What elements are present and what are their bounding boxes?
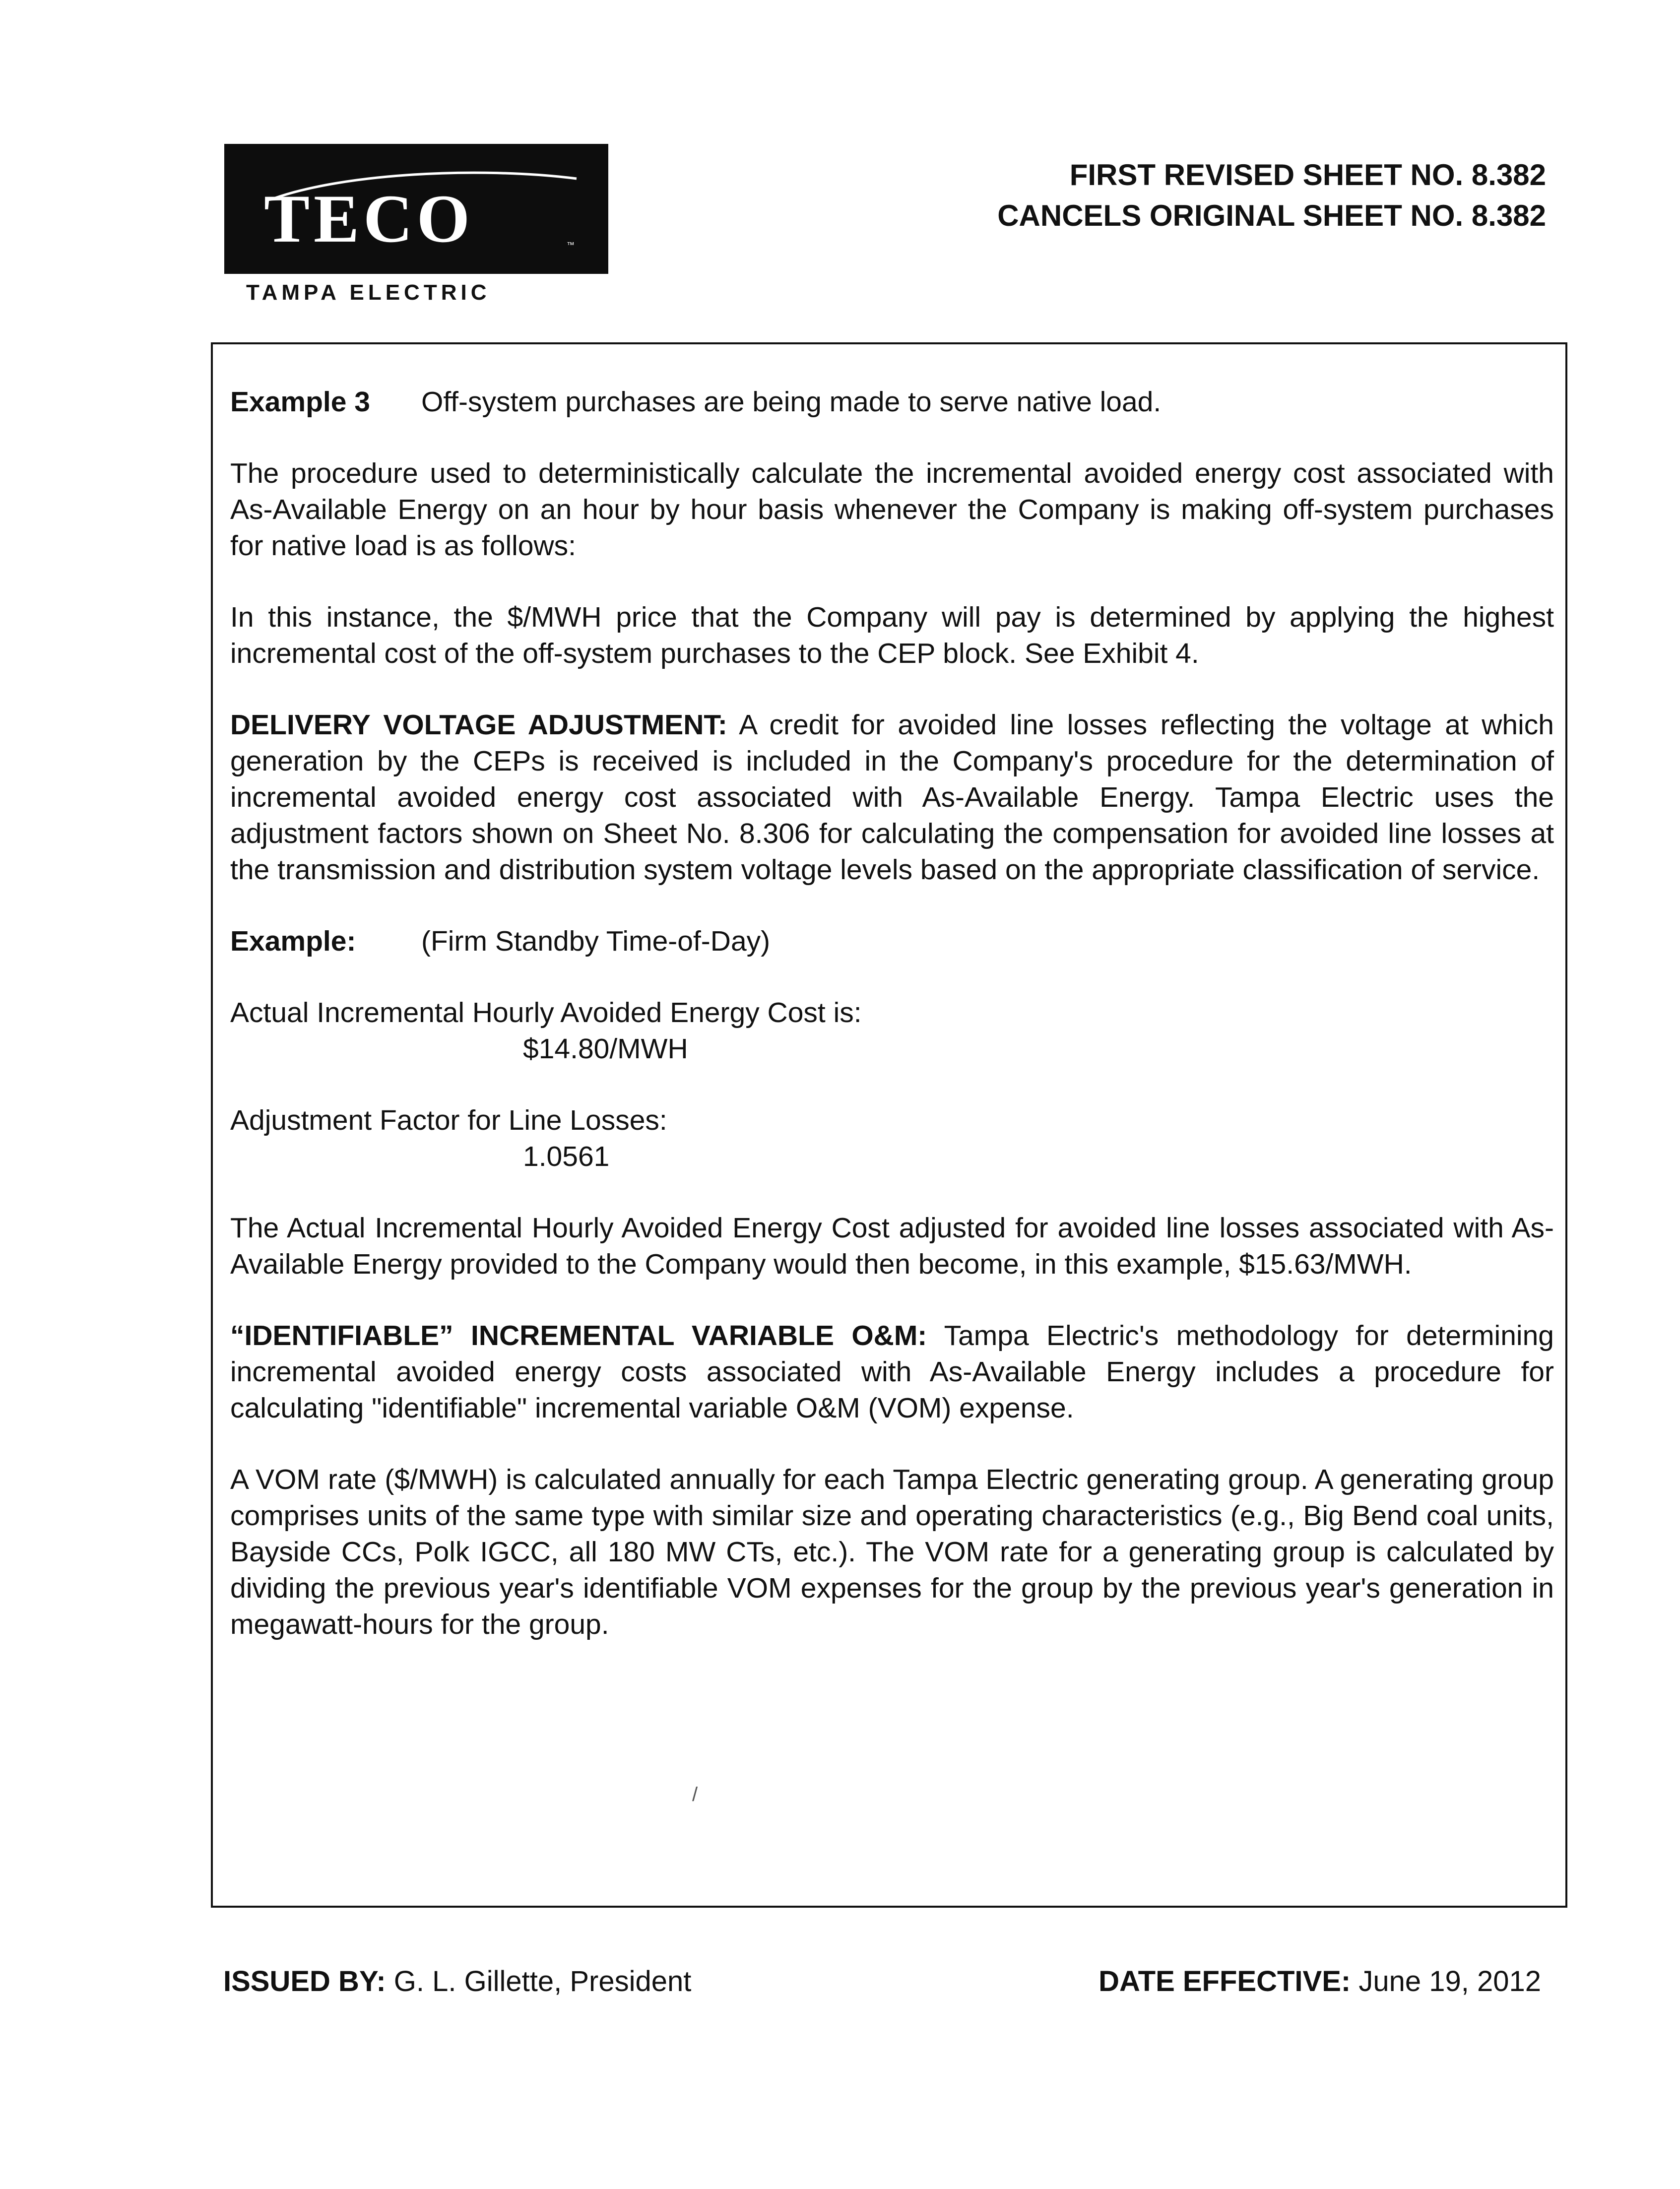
sheet-header (997, 155, 1546, 236)
trademark-icon: ™ (567, 241, 575, 250)
vom-paragraph (230, 1318, 1554, 1426)
adjustment-factor-block (230, 1102, 1554, 1175)
delivery-voltage-paragraph (230, 707, 1554, 888)
delivery-voltage-text: A credit for avoided line losses reflecting the voltage at which generation by the CEPs is received is included in the Company's procedure for the determination of incremental avoided energy cost associated with As-Available Energy. Tampa Electric uses the adjustment factors shown on Sheet No. 8.306 for calculating the compensation for avoided line losses at the transmission and distribution system voltage levels based on the appropriate classification of service. (230, 709, 1554, 886)
example-row (230, 923, 1554, 960)
example3-text: Off-system purchases are being made to serve native load. (421, 386, 1162, 418)
date-effective (1098, 1967, 1541, 1996)
price-paragraph: In this instance, the $/MWH price that the Company will pay is determined by applying the highest incremental cost of the off-system purchases to the CEP block. See Exhibit 4. (230, 601, 1554, 669)
logo-wordmark: TECO (264, 181, 474, 257)
procedure-paragraph: The procedure used to deterministically calculate the incremental avoided energy cost associated with As-Available Energy on an hour by hour basis whenever the Company is making off-system purchases for native load is as follows: (230, 457, 1554, 562)
date-effective-value: June 19, 2012 (1358, 1965, 1541, 1997)
vom-rate-paragraph: A VOM rate ($/MWH) is calculated annually for each Tampa Electric generating group. A generating group comprises units of the same type with similar size and operating characteristics (e.g., Big Bend coal units, Bayside CCs, Polk IGCC, all 180 MW CTs, etc.). The VOM rate for a generating group is calculated by dividing the previous year's identifiable VOM expenses for the group by the previous year's generation in megawatt-hours for the group. (230, 1464, 1554, 1640)
logo-subtitle: TAMPA ELECTRIC (246, 280, 491, 305)
issued-by-value: G. L. Gillette, President (393, 1965, 692, 1997)
date-effective-label: DATE EFFECTIVE: (1098, 1965, 1351, 1997)
company-logo (224, 144, 608, 274)
tariff-body (230, 384, 1554, 1678)
actual-cost-value: $14.80/MWH (523, 1033, 688, 1065)
vom-text: Tampa Electric's methodology for determining incremental avoided energy costs associated with As-Available Energy includes a procedure for calculating "identifiable" incremental variable O&M (VOM) expense. (230, 1320, 1554, 1424)
vom-heading: “IDENTIFIABLE” INCREMENTAL VARIABLE O&M: (230, 1320, 927, 1352)
example-text: (Firm Standby Time-of-Day) (421, 925, 771, 957)
adjustment-factor-label: Adjustment Factor for Line Losses: (230, 1104, 667, 1136)
example-label: Example: (230, 925, 356, 957)
issued-by (223, 1967, 691, 1996)
tariff-content-box (211, 342, 1567, 1908)
adjustment-factor-value: 1.0561 (523, 1141, 610, 1172)
scan-mark: / (692, 1784, 698, 1805)
example3-label: Example 3 (230, 386, 370, 418)
cancels-sheet-number: CANCELS ORIGINAL SHEET NO. 8.382 (997, 199, 1546, 232)
actual-cost-label: Actual Incremental Hourly Avoided Energy Cost is: (230, 997, 862, 1029)
actual-cost-block (230, 995, 1554, 1067)
adjusted-cost-paragraph: The Actual Incremental Hourly Avoided Energy Cost adjusted for avoided line losses associated with As-Available Energy provided to the Company would then become, in this example, $15.63/MWH. (230, 1212, 1554, 1280)
sheet-number: FIRST REVISED SHEET NO. 8.382 (1069, 158, 1546, 192)
issued-by-label: ISSUED BY: (223, 1965, 386, 1997)
example3-row (230, 384, 1554, 420)
delivery-voltage-heading: DELIVERY VOLTAGE ADJUSTMENT: (230, 709, 727, 741)
